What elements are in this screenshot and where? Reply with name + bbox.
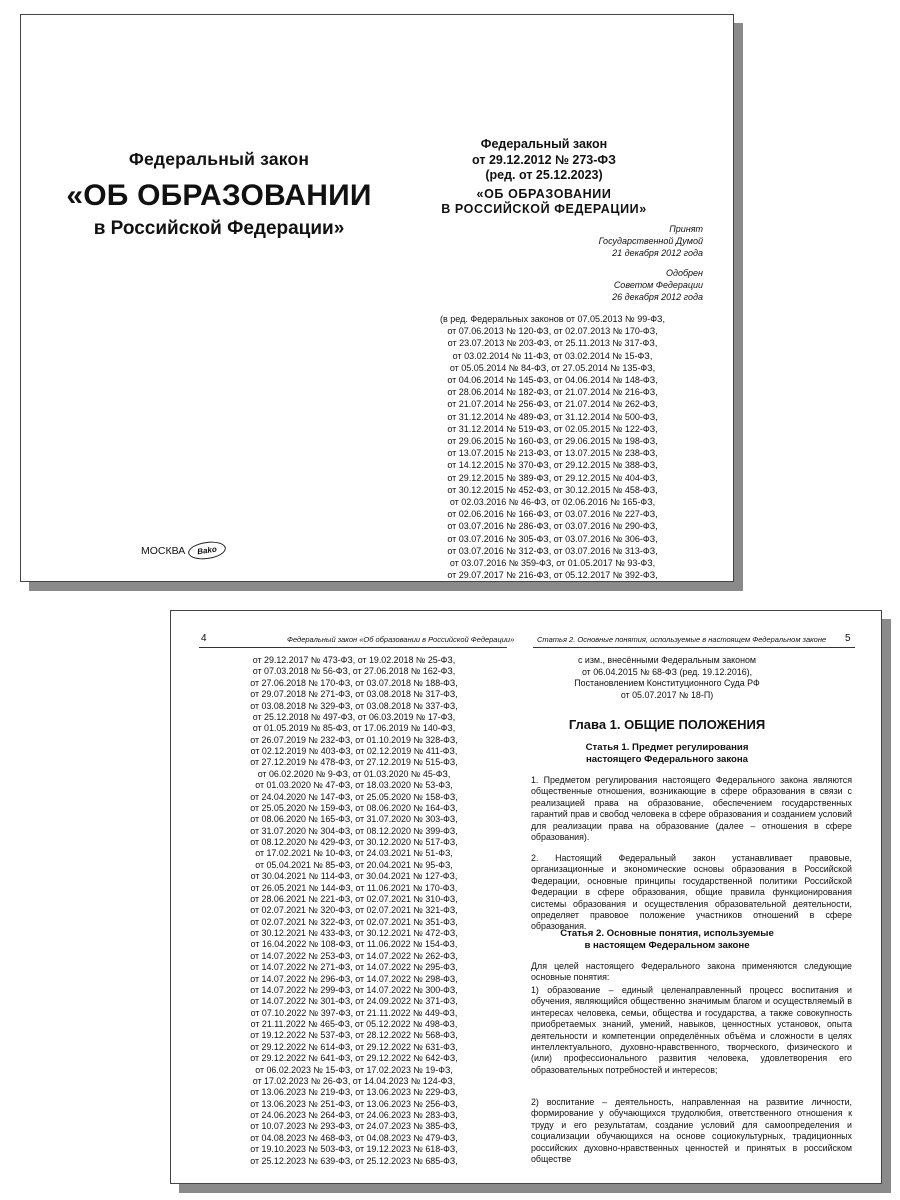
edition-line: Постановлением Конституционного Суда РФ bbox=[574, 678, 760, 689]
article-1-paragraph-1: 1. Предметом регулирования настоящего Федерального закона являются общественные отношения, возникающие в сфере образования в связи с реализацией права на образование, обеспечением государственных гарантий прав и свобод человека в сфере образования и созданием условий для реализации права на образование (далее – отношения в сфере образования). bbox=[531, 775, 852, 843]
amendment-line: от 24.06.2023 № 264-ФЗ, от 24.06.2023 № 283-ФЗ, bbox=[250, 1110, 458, 1120]
publisher-mark bbox=[141, 542, 226, 559]
amendment-line: от 14.07.2022 № 253-ФЗ, от 14.07.2022 № 262-ФЗ, bbox=[250, 950, 458, 961]
article-1-heading bbox=[529, 742, 805, 766]
adopted-line: Принят bbox=[669, 224, 703, 234]
amendment-line: от 29.12.2015 № 389-ФЗ, от 29.12.2015 № 404-ФЗ, bbox=[447, 472, 658, 483]
amendment-line: от 25.12.2018 № 497-ФЗ, от 06.03.2019 № 17-ФЗ, bbox=[252, 711, 456, 722]
city: МОСКВА bbox=[141, 544, 186, 557]
amendment-line: (в ред. Федеральных законов от 07.05.2013 № 99-ФЗ, bbox=[440, 314, 665, 324]
law-title-line: В РОССИЙСКОЙ ФЕДЕРАЦИИ» bbox=[441, 201, 647, 216]
amendment-line: от 26.07.2019 № 232-ФЗ, от 01.10.2019 № 328-ФЗ, bbox=[250, 734, 458, 745]
amendment-line: от 13.07.2015 № 213-ФЗ, от 13.07.2015 № 238-ФЗ, bbox=[447, 448, 658, 459]
amendment-line: от 29.06.2015 № 160-ФЗ, от 29.06.2015 № 198-ФЗ, bbox=[447, 436, 658, 447]
article-2-item-2: 2) воспитание – деятельность, направленная на развитие личности, формирование у обучающихся трудолюбия, ответственного отношения к труду и его результатам, создание условий для самоопределения и социализации обучающихся на основе социокультурных, традиционных российских духовно-нравственных ценностей и принятых в российском обществе bbox=[531, 1097, 852, 1165]
article-2-intro: Для целей настоящего Федерального закона применяются следующие основные понятия: bbox=[531, 961, 852, 983]
amendment-line: от 29.07.2018 № 271-ФЗ, от 03.08.2018 № 317-ФЗ, bbox=[250, 689, 458, 700]
amendment-line: от 28.06.2014 № 182-ФЗ, от 21.07.2014 № 216-ФЗ, bbox=[447, 387, 658, 398]
law-title bbox=[439, 187, 649, 216]
amendment-line: от 17.02.2021 № 10-ФЗ, от 24.03.2021 № 51-ФЗ, bbox=[255, 848, 453, 859]
article-1-paragraph-2: 2. Настоящий Федеральный закон устанавливает правовые, организационные и экономические основы образования в Российской Федерации, основные принципы государственной политики Российской Федерации в сфере образования, общие правила функционирования системы образования и осуществления образовательной деятельности, определяет правовое положение участников отношений в сфере образования. bbox=[531, 853, 852, 932]
amendment-line: от 17.02.2023 № 26-ФЗ, от 14.04.2023 № 124-ФЗ, bbox=[252, 1075, 456, 1086]
article-2-heading bbox=[529, 928, 805, 952]
amendment-line: от 05.04.2021 № 85-ФЗ, от 20.04.2021 № 95-ФЗ, bbox=[255, 859, 453, 870]
amendment-line: от 06.02.2020 № 9-ФЗ, от 01.03.2020 № 45-ФЗ, bbox=[257, 768, 451, 779]
amendment-line: от 14.07.2022 № 301-ФЗ, от 24.09.2022 № 371-ФЗ, bbox=[250, 996, 458, 1007]
article-2-item-1: 1) образование – единый целенаправленный процесс воспитания и обучения, являющийся общественно значимым благом и осуществляемый в интересах человека, семьи, общества и государства, а также совокупность приобретаемых знаний, умений, навыков, ценностных установок, опыта деятельности и компетенции определённых объёма и сложности в целях интеллектуального, духовно-нравственного, творческого, физического и (или) профессионального развития человека, удовлетворения его образовательных потребностей и интересов; bbox=[531, 985, 852, 1075]
amendment-line: от 03.07.2016 № 286-ФЗ, от 03.07.2016 № 290-ФЗ, bbox=[447, 521, 658, 532]
amendment-line: от 31.12.2014 № 489-ФЗ, от 31.12.2014 № 500-ФЗ, bbox=[447, 411, 658, 422]
amendment-line: от 02.07.2021 № 322-ФЗ, от 02.07.2021 № 351-ФЗ, bbox=[250, 916, 458, 927]
amendment-line: от 07.06.2013 № 120-ФЗ, от 02.07.2013 № 170-ФЗ, bbox=[447, 326, 658, 337]
amendment-line: от 21.07.2014 № 256-ФЗ, от 21.07.2014 № 262-ФЗ, bbox=[447, 399, 658, 410]
amendment-line: от 16.04.2022 № 108-ФЗ, от 11.06.2022 № 154-ФЗ, bbox=[250, 939, 458, 950]
approved-line: 26 декабря 2012 года bbox=[612, 292, 703, 302]
amendment-line: от 14.12.2015 № 370-ФЗ, от 29.12.2015 № 388-ФЗ, bbox=[447, 460, 658, 471]
amendments-list bbox=[425, 313, 680, 581]
amendment-line: от 31.07.2020 № 304-ФЗ, от 08.12.2020 № 399-ФЗ, bbox=[250, 825, 458, 836]
amendment-line: от 08.12.2020 № 429-ФЗ, от 30.12.2020 № 517-ФЗ, bbox=[250, 837, 458, 847]
cover-title: «ОБ ОБРАЗОВАНИИ bbox=[66, 179, 372, 212]
chapter-heading: Глава 1. ОБЩИЕ ПОЛОЖЕНИЯ bbox=[568, 717, 766, 732]
law-heading-line: от 29.12.2012 № 273-ФЗ bbox=[472, 152, 616, 167]
amendment-line: от 08.06.2020 № 165-ФЗ, от 31.07.2020 № 303-ФЗ, bbox=[250, 814, 458, 825]
article-heading-line: Статья 2. Основные понятия, используемые bbox=[560, 928, 774, 939]
amendment-line: от 05.05.2014 № 84-ФЗ, от 27.05.2014 № 135-ФЗ, bbox=[449, 362, 656, 373]
amendment-line: от 02.12.2019 № 403-ФЗ, от 02.12.2019 № 411-ФЗ, bbox=[250, 746, 458, 756]
amendment-line: от 29.12.2022 № 641-ФЗ, от 29.12.2022 № 642-ФЗ, bbox=[250, 1053, 458, 1064]
amendment-line: от 28.06.2021 № 221-ФЗ, от 02.07.2021 № 310-ФЗ, bbox=[250, 893, 458, 904]
header-rule-right bbox=[533, 647, 855, 648]
law-heading bbox=[441, 137, 647, 184]
amendment-line: от 10.07.2023 № 293-ФЗ, от 24.07.2023 № 385-ФЗ, bbox=[250, 1121, 458, 1132]
amendment-line: от 03.02.2014 № 11-ФЗ, от 03.02.2014 № 15-ФЗ, bbox=[452, 350, 653, 361]
adopted-line: 21 декабря 2012 года bbox=[612, 248, 703, 258]
amendment-line: от 07.10.2022 № 397-ФЗ, от 21.11.2022 № 449-ФЗ, bbox=[250, 1007, 458, 1018]
page-number-right: 5 bbox=[845, 633, 851, 644]
amendment-line: от 03.07.2016 № 359-ФЗ, от 01.05.2017 № 93-ФЗ, bbox=[449, 558, 656, 569]
amendment-line: от 21.11.2022 № 465-ФЗ, от 05.12.2022 № 498-ФЗ, bbox=[250, 1019, 458, 1029]
publisher-logo: Bako bbox=[187, 539, 227, 561]
amendment-line: от 04.06.2014 № 145-ФЗ, от 04.06.2014 № 148-ФЗ, bbox=[447, 375, 658, 386]
amendment-line: от 27.12.2019 № 478-ФЗ, от 27.12.2019 № 515-ФЗ, bbox=[250, 757, 458, 768]
amendment-line: от 19.12.2022 № 537-ФЗ, от 28.12.2022 № 568-ФЗ, bbox=[250, 1030, 458, 1041]
amendment-line: от 29.12.2022 № 614-ФЗ, от 29.12.2022 № 631-ФЗ, bbox=[250, 1041, 458, 1052]
amendment-line: от 02.03.2016 № 46-ФЗ, от 02.06.2016 № 165-ФЗ, bbox=[449, 497, 656, 508]
amendment-line: от 03.08.2018 № 329-ФЗ, от 03.08.2018 № 337-ФЗ, bbox=[250, 700, 458, 711]
approved-line: Одобрен bbox=[665, 268, 703, 278]
amendment-line: от 14.07.2022 № 271-ФЗ, от 14.07.2022 № 295-ФЗ, bbox=[250, 962, 458, 973]
amendment-line: от 01.03.2020 № 47-ФЗ, от 18.03.2020 № 53-ФЗ, bbox=[255, 780, 453, 791]
approved-note bbox=[533, 267, 703, 303]
running-head-left: Федеральный закон «Об образовании в Российской Федерации» bbox=[287, 635, 515, 644]
article-heading-line: настоящего Федерального закона bbox=[585, 754, 749, 765]
approved-line: Советом Федерации bbox=[613, 280, 703, 290]
amendment-line: от 02.06.2016 № 166-ФЗ, от 03.07.2016 № 227-ФЗ, bbox=[447, 509, 658, 520]
amendment-line: от 01.05.2019 № 85-ФЗ, от 17.06.2019 № 140-ФЗ, bbox=[252, 723, 456, 734]
amendment-line: от 26.05.2021 № 144-ФЗ, от 11.06.2021 № 170-ФЗ, bbox=[250, 882, 458, 893]
amendment-line: от 24.04.2020 № 147-ФЗ, от 25.05.2020 № 158-ФЗ, bbox=[250, 791, 458, 802]
edition-note bbox=[529, 655, 805, 701]
article-heading-line: Статья 1. Предмет регулирования bbox=[585, 742, 749, 753]
edition-line: с изм., внесёнными Федеральным законом bbox=[577, 655, 757, 665]
amendment-line: от 23.07.2013 № 203-ФЗ, от 25.11.2013 № 317-ФЗ, bbox=[447, 338, 658, 349]
amendment-line: от 30.12.2015 № 452-ФЗ, от 30.12.2015 № 458-ФЗ, bbox=[447, 484, 658, 495]
amendment-line: от 13.06.2023 № 219-ФЗ, от 13.06.2023 № 229-ФЗ, bbox=[250, 1087, 458, 1098]
amendment-line: от 04.08.2023 № 468-ФЗ, от 04.08.2023 № 479-ФЗ, bbox=[250, 1132, 458, 1143]
amendment-line: от 31.12.2014 № 519-ФЗ, от 02.05.2015 № 122-ФЗ, bbox=[447, 423, 658, 434]
law-heading-line: Федеральный закон bbox=[480, 137, 608, 151]
cover-subtitle: в Российской Федерации» bbox=[93, 218, 345, 239]
amendment-line: от 07.03.2018 № 56-ФЗ, от 27.06.2018 № 162-ФЗ, bbox=[252, 666, 456, 677]
running-head-right: Статья 2. Основные понятия, используемые в настоящем Федеральном законе bbox=[537, 635, 827, 644]
amendment-line: от 29.12.2017 № 473-ФЗ, от 19.02.2018 № 25-ФЗ, bbox=[252, 655, 456, 665]
header-rule-left bbox=[199, 647, 507, 648]
law-heading-line: (ред. от 25.12.2023) bbox=[485, 168, 603, 182]
amendment-line: от 02.07.2021 № 320-ФЗ, от 02.07.2021 № 321-ФЗ, bbox=[250, 905, 458, 916]
amendment-line: от 30.04.2021 № 114-ФЗ, от 30.04.2021 № 127-ФЗ, bbox=[250, 871, 458, 882]
amendments-list-continued bbox=[219, 655, 489, 1167]
amendment-line: от 14.07.2022 № 296-ФЗ, от 14.07.2022 № 298-ФЗ, bbox=[250, 973, 458, 984]
cover-spread bbox=[20, 14, 734, 582]
amendment-line: от 29.07.2017 № 216-ФЗ, от 05.12.2017 № 392-ФЗ, bbox=[447, 570, 658, 581]
adopted-note bbox=[533, 223, 703, 259]
amendment-line: от 19.10.2023 № 503-ФЗ, от 19.12.2023 № 618-ФЗ, bbox=[250, 1144, 458, 1155]
amendment-line: от 06.02.2023 № 15-ФЗ, от 17.02.2023 № 19-ФЗ, bbox=[255, 1064, 453, 1075]
inner-spread bbox=[170, 610, 882, 1184]
adopted-line: Государственной Думой bbox=[598, 236, 703, 246]
amendment-line: от 14.07.2022 № 299-ФЗ, от 14.07.2022 № 300-ФЗ, bbox=[250, 984, 458, 995]
edition-line: от 06.04.2015 № 68-ФЗ (ред. 19.12.2016), bbox=[581, 666, 753, 677]
edition-line: от 05.07.2017 № 18-П) bbox=[620, 689, 714, 700]
amendment-line: от 03.07.2016 № 305-ФЗ, от 03.07.2016 № 306-ФЗ, bbox=[447, 533, 658, 544]
amendment-line: от 25.05.2020 № 159-ФЗ, от 08.06.2020 № 164-ФЗ, bbox=[250, 802, 458, 813]
amendment-line: от 30.12.2021 № 433-ФЗ, от 30.12.2021 № 472-ФЗ, bbox=[250, 928, 458, 938]
law-title-line: «ОБ ОБРАЗОВАНИИ bbox=[476, 187, 612, 201]
article-heading-line: в настоящем Федеральном законе bbox=[584, 940, 750, 951]
amendment-line: от 13.06.2023 № 251-ФЗ, от 13.06.2023 № 256-ФЗ, bbox=[250, 1098, 458, 1109]
amendment-line: от 27.06.2018 № 170-ФЗ, от 03.07.2018 № 188-ФЗ, bbox=[250, 677, 458, 688]
page-number-left: 4 bbox=[201, 633, 207, 644]
amendment-line: от 25.12.2023 № 639-ФЗ, от 25.12.2023 № 685-ФЗ, bbox=[250, 1155, 458, 1166]
cover-law-label: Федеральный закон bbox=[128, 149, 310, 169]
amendment-line: от 03.07.2016 № 312-ФЗ, от 03.07.2016 № 313-ФЗ, bbox=[447, 545, 658, 556]
